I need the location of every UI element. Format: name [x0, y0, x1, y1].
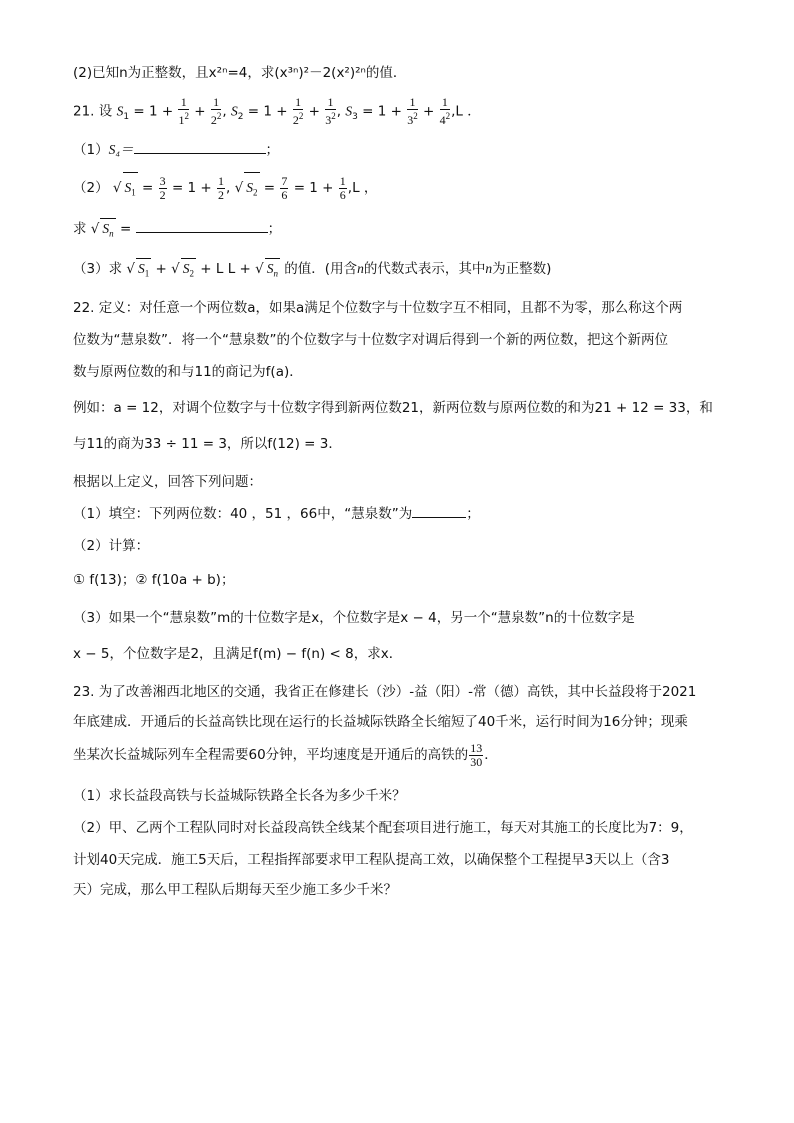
q20-part2: (2)已知n为正整数，且x²ⁿ=4，求(x³ⁿ)²－2(x²)²ⁿ的值．	[73, 65, 407, 81]
fraction: $\frac{1}{3^2}$	[325, 95, 336, 127]
q21-ask: 求 √ $S_n$ = ；	[73, 218, 281, 244]
q22-example-line1: 例如：a = 12，对调个位数字与十位数字得到新两位数21，新两位数与原两位数的和为21 + 12 = 33，和	[73, 400, 713, 416]
q22-example-line2: 与11的商为33 ÷ 11 = 3，所以f(12) = 3．	[73, 436, 342, 452]
fraction: $\frac{13}{30}$	[470, 740, 483, 769]
answer-blank[interactable]	[412, 505, 466, 518]
q22-instruction: 根据以上定义，回答下列问题：	[73, 474, 262, 490]
q23-part2-line2: 计划40天完成．施工5天后，工程指挥部要求甲工程队提高工效，以确保整个工程提早3天以上（含3	[73, 852, 670, 868]
fraction: $\frac{1}{2^2}$	[210, 95, 222, 127]
q21-part3: （3）求 √ $S_1$ + √ $S_2 + L$ L + √ $S_n$ 的值．(用含n的代数式表示，其中n为正整数)	[73, 258, 551, 284]
q23-line1: 23. 为了改善湘西北地区的交通，我省正在修建长（沙）-益（阳）-常（德）高铁，其中长益段将于2021	[73, 684, 697, 700]
q22-part2-items: ① f(13)；② f(10a + b)；	[73, 572, 235, 588]
q22-line3: 数与原两位数的和与11的商记为f(a)．	[73, 364, 303, 380]
q22-part2: （2）计算：	[73, 538, 150, 554]
q22-line1: 22. 定义：对任意一个两位数a，如果a满足个位数字与十位数字互不相同，且都不为零，那么称这个两	[73, 300, 683, 316]
answer-blank[interactable]	[134, 141, 266, 154]
q23-part2-line3: 天）完成，那么甲工程队后期每天至少施工多少千米？	[73, 882, 397, 898]
q23-line3: 坐某次长益城际列车全程需要60分钟，平均速度是开通后的高铁的 $\frac{13}{30}$ ．	[73, 740, 498, 769]
answer-blank[interactable]	[136, 220, 268, 233]
fraction: $\frac{1}{2^2}$	[292, 95, 304, 127]
fraction: $\frac{1}{2}$	[218, 173, 225, 202]
fraction: $\frac{1}{6}$	[339, 173, 346, 202]
fraction: $\frac{1}{4^2}$	[439, 95, 451, 127]
fraction: $\frac{1}{3^2}$	[407, 95, 418, 127]
fraction: $\frac{7}{6}$	[281, 173, 288, 202]
q21-part2: （2） √ $S_1$ = $\frac{3}{2}$ = 1 + $\frac{1}{2}$ , √ $S_2$ = $\frac{7}{6}$ = 1 + $\frac{1}{6}$ ,L ，	[73, 172, 377, 208]
q22-part3-line1: （3）如果一个“慧泉数”m的十位数字是x，个位数字是x − 4，另一个“慧泉数”n的十位数字是	[73, 610, 635, 626]
q22-part1: （1）填空：下列两位数：40 ，51 ，66中，“慧泉数”为 ；	[73, 506, 480, 522]
fraction: $\frac{1}{1^2}$	[178, 95, 189, 127]
q22-part3-line2: x − 5，个位数字是2，且满足f(m) − f(n) < 8，求x．	[73, 646, 403, 662]
q23-part1: （1）求长益段高铁与长益城际铁路全长各为多少千米？	[73, 788, 406, 804]
q21-header: 21. 设 $S_1 = 1$ + $\frac{1}{1^2}$ + $\frac{1}{2^2}$ , $S_2 = 1$ + $\frac{1}{2^2}$ + $\frac{1}{3^2}$ , $S_3 = 1$ + $\frac{1}{3^2}$ + $\frac{1}{4^2}$ ,L ．	[73, 95, 481, 127]
q23-line2: 年底建成．开通后的长益高铁比现在运行的长益城际铁路全长缩短了40千米，运行时间为16分钟；现乘	[73, 714, 688, 730]
q22-line2: 位数为“慧泉数”．将一个“慧泉数”的个位数字与十位数字对调后得到一个新的两位数，把这个新两位	[73, 332, 668, 348]
fraction: $\frac{3}{2}$	[159, 173, 166, 202]
q21-part1: （1）S₄＝ ；	[73, 142, 280, 158]
q23-part2-line1: （2）甲、乙两个工程队同时对长益段高铁全线某个配套项目进行施工，每天对其施工的长度比为7：9，	[73, 820, 693, 836]
